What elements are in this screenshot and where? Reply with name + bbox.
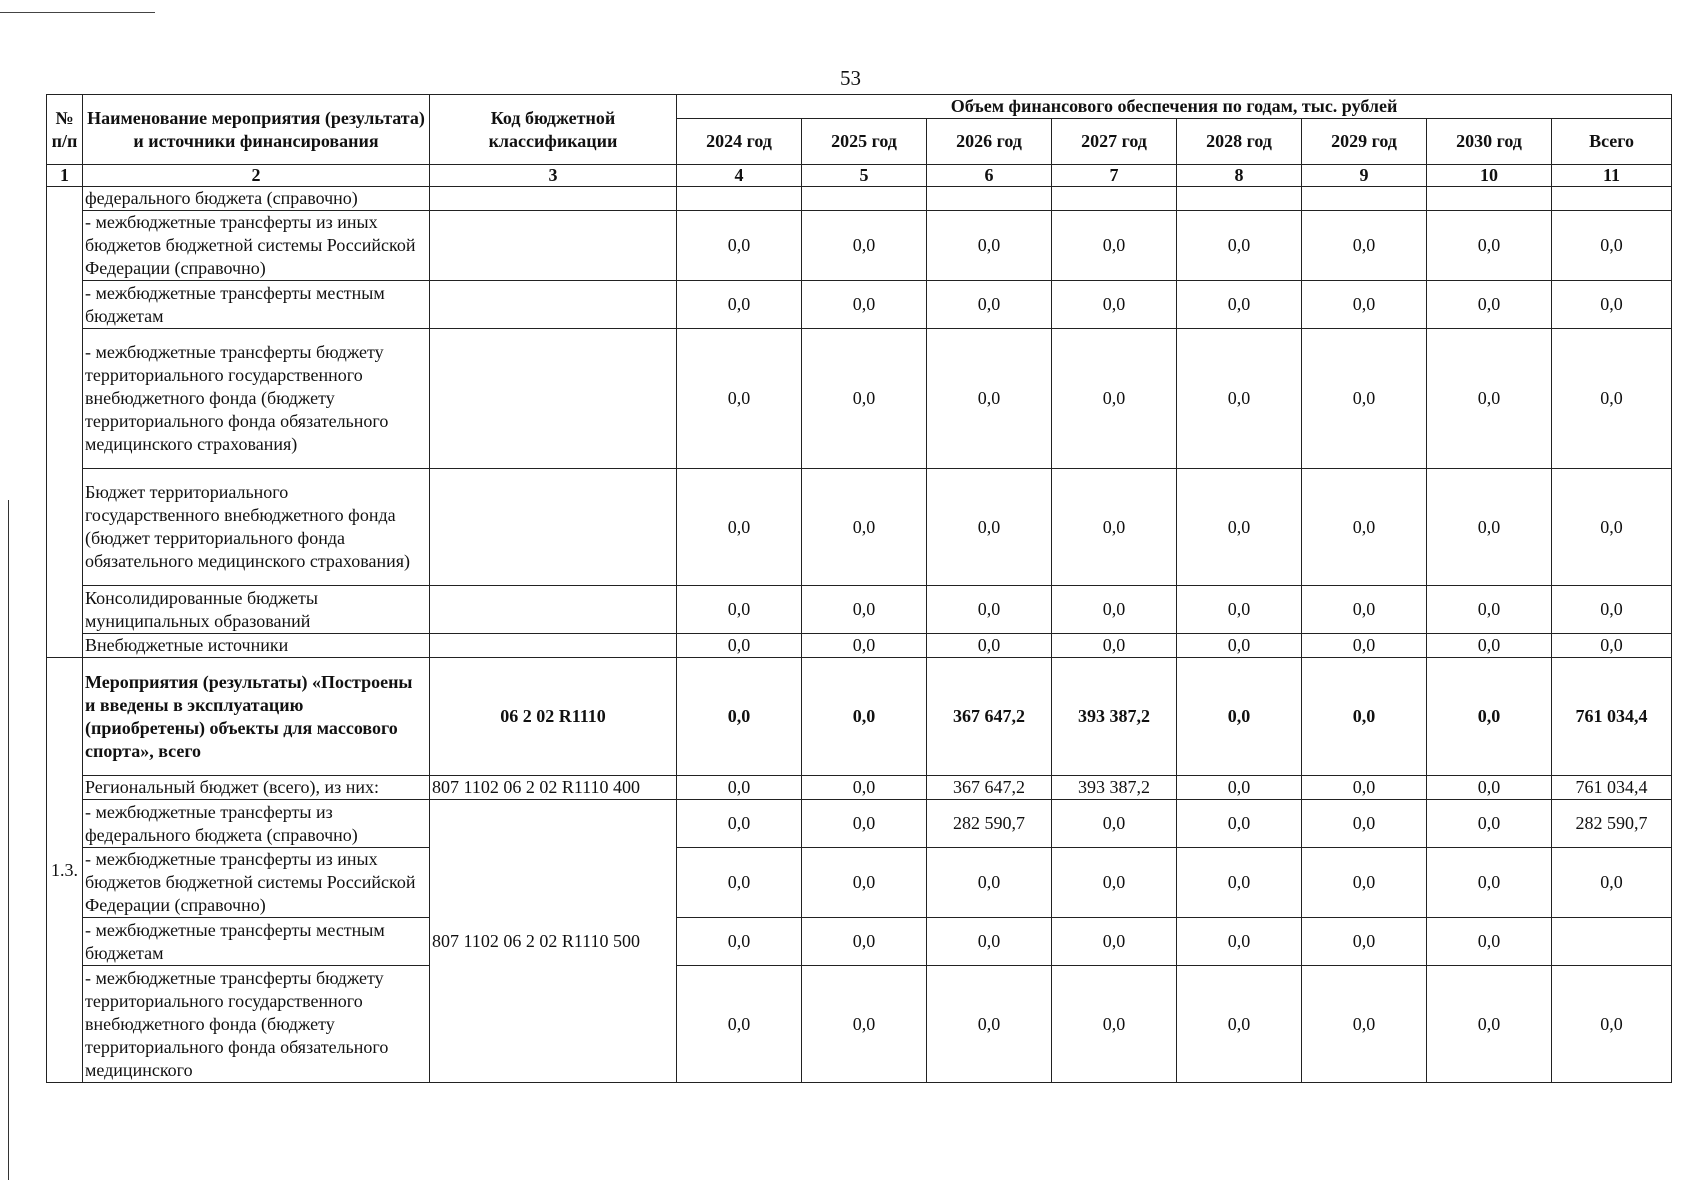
row-index bbox=[47, 187, 83, 658]
column-number: 4 bbox=[677, 165, 802, 187]
row-code: 06 2 02 R1110 bbox=[430, 658, 677, 776]
column-number: 5 bbox=[802, 165, 927, 187]
value-cell: 0,0 bbox=[927, 329, 1052, 469]
value-cell: 0,0 bbox=[802, 329, 927, 469]
value-cell: 0,0 bbox=[1052, 634, 1177, 658]
value-cell: 0,0 bbox=[1177, 776, 1302, 800]
value-cell bbox=[1427, 187, 1552, 211]
row-code bbox=[430, 187, 677, 211]
column-number: 7 bbox=[1052, 165, 1177, 187]
column-number: 9 bbox=[1302, 165, 1427, 187]
value-cell: 0,0 bbox=[802, 918, 927, 966]
value-cell: 393 387,2 bbox=[1052, 658, 1177, 776]
value-cell: 0,0 bbox=[1177, 469, 1302, 586]
value-cell: 367 647,2 bbox=[927, 776, 1052, 800]
value-cell bbox=[802, 187, 927, 211]
column-number: 2 bbox=[83, 165, 430, 187]
page-number: 53 bbox=[840, 66, 861, 90]
column-number: 6 bbox=[927, 165, 1052, 187]
row-code bbox=[430, 211, 677, 281]
table-row bbox=[47, 634, 1672, 658]
value-cell: 0,0 bbox=[927, 848, 1052, 918]
value-cell: 0,0 bbox=[1052, 918, 1177, 966]
value-cell: 0,0 bbox=[1552, 848, 1672, 918]
value-cell: 761 034,4 bbox=[1552, 658, 1672, 776]
value-cell: 0,0 bbox=[1052, 211, 1177, 281]
value-cell: 0,0 bbox=[677, 848, 802, 918]
value-cell: 0,0 bbox=[1427, 800, 1552, 848]
value-cell: 0,0 bbox=[677, 800, 802, 848]
value-cell: 0,0 bbox=[927, 634, 1052, 658]
value-cell: 0,0 bbox=[1177, 634, 1302, 658]
row-code bbox=[430, 281, 677, 329]
value-cell: 0,0 bbox=[1427, 776, 1552, 800]
row-code bbox=[430, 329, 677, 469]
value-cell: 0,0 bbox=[1177, 918, 1302, 966]
value-cell: 0,0 bbox=[1302, 469, 1427, 586]
value-cell: 0,0 bbox=[1052, 281, 1177, 329]
scan-artifact-line bbox=[0, 12, 155, 13]
value-cell: 0,0 bbox=[802, 469, 927, 586]
value-cell: 0,0 bbox=[677, 776, 802, 800]
value-cell: 0,0 bbox=[1177, 848, 1302, 918]
value-cell: 0,0 bbox=[1177, 281, 1302, 329]
value-cell: 0,0 bbox=[1427, 281, 1552, 329]
table-row bbox=[47, 800, 1672, 848]
value-cell: 0,0 bbox=[1302, 658, 1427, 776]
value-cell bbox=[1052, 187, 1177, 211]
value-cell: 0,0 bbox=[1552, 281, 1672, 329]
value-cell: 0,0 bbox=[1427, 211, 1552, 281]
row-code: 807 1102 06 2 02 R1110 400 bbox=[430, 776, 677, 800]
budget-table bbox=[46, 94, 1672, 1083]
value-cell: 0,0 bbox=[1427, 848, 1552, 918]
row-name: Внебюджетные источники bbox=[83, 634, 430, 658]
value-cell: 0,0 bbox=[802, 281, 927, 329]
table-row bbox=[47, 469, 1672, 586]
value-cell: 0,0 bbox=[802, 634, 927, 658]
value-cell: 0,0 bbox=[677, 211, 802, 281]
row-name: - межбюджетные трансферты местным бюджетам bbox=[83, 281, 430, 329]
value-cell bbox=[927, 187, 1052, 211]
column-number: 1 bbox=[47, 165, 83, 187]
header-year: 2026 год bbox=[927, 119, 1052, 165]
value-cell: 393 387,2 bbox=[1052, 776, 1177, 800]
header-num: № п/п bbox=[47, 95, 83, 165]
table-row bbox=[47, 586, 1672, 634]
value-cell: 0,0 bbox=[1302, 586, 1427, 634]
value-cell: 0,0 bbox=[1427, 966, 1552, 1083]
header-year: 2025 год bbox=[802, 119, 927, 165]
row-code bbox=[430, 634, 677, 658]
value-cell: 0,0 bbox=[802, 800, 927, 848]
scan-artifact-margin-line bbox=[8, 500, 9, 1180]
table-row bbox=[47, 918, 1672, 966]
table-row-activity bbox=[47, 658, 1672, 776]
value-cell: 0,0 bbox=[1052, 966, 1177, 1083]
value-cell: 0,0 bbox=[677, 281, 802, 329]
value-cell: 0,0 bbox=[1427, 918, 1552, 966]
table-row bbox=[47, 329, 1672, 469]
value-cell: 0,0 bbox=[802, 658, 927, 776]
value-cell: 0,0 bbox=[1052, 848, 1177, 918]
value-cell bbox=[1177, 187, 1302, 211]
value-cell: 0,0 bbox=[1177, 658, 1302, 776]
value-cell: 0,0 bbox=[927, 281, 1052, 329]
value-cell: 0,0 bbox=[677, 469, 802, 586]
value-cell: 0,0 bbox=[1052, 329, 1177, 469]
value-cell: 367 647,2 bbox=[927, 658, 1052, 776]
value-cell: 0,0 bbox=[1427, 469, 1552, 586]
row-name: - межбюджетные трансферты из федерального бюджета (справочно) bbox=[83, 800, 430, 848]
row-code bbox=[430, 586, 677, 634]
value-cell: 0,0 bbox=[1552, 586, 1672, 634]
value-cell: 0,0 bbox=[1302, 966, 1427, 1083]
header-volume: Объем финансового обеспечения по годам, тыс. рублей bbox=[677, 95, 1672, 119]
value-cell: 0,0 bbox=[802, 211, 927, 281]
value-cell: 0,0 bbox=[1552, 469, 1672, 586]
row-name: Региональный бюджет (всего), из них: bbox=[83, 776, 430, 800]
value-cell: 0,0 bbox=[1302, 329, 1427, 469]
value-cell: 0,0 bbox=[802, 966, 927, 1083]
header-year: 2028 год bbox=[1177, 119, 1302, 165]
value-cell: 0,0 bbox=[1177, 586, 1302, 634]
header-year: 2024 год bbox=[677, 119, 802, 165]
row-name: - межбюджетные трансферты бюджету территориального государственного внебюджетного фонда (бюджету территориального фонда обязательного медицинского bbox=[83, 966, 430, 1083]
row-code bbox=[430, 469, 677, 586]
value-cell bbox=[677, 187, 802, 211]
value-cell: 0,0 bbox=[1427, 658, 1552, 776]
value-cell: 282 590,7 bbox=[927, 800, 1052, 848]
value-cell: 0,0 bbox=[927, 586, 1052, 634]
value-cell: 0,0 bbox=[1177, 800, 1302, 848]
header-name: Наименование мероприятия (результата) и источники финансирования bbox=[83, 95, 430, 165]
row-name: Бюджет территориального государственного внебюджетного фонда (бюджет территориального фонда обязательного медицинского страхования) bbox=[83, 469, 430, 586]
value-cell: 0,0 bbox=[802, 848, 927, 918]
row-name: Консолидированные бюджеты муниципальных образований bbox=[83, 586, 430, 634]
value-cell: 0,0 bbox=[927, 966, 1052, 1083]
value-cell: 0,0 bbox=[1302, 634, 1427, 658]
value-cell: 0,0 bbox=[1177, 211, 1302, 281]
value-cell: 0,0 bbox=[1302, 281, 1427, 329]
value-cell: 0,0 bbox=[1552, 966, 1672, 1083]
table-row bbox=[47, 211, 1672, 281]
value-cell: 0,0 bbox=[1177, 966, 1302, 1083]
value-cell: 0,0 bbox=[1302, 800, 1427, 848]
value-cell bbox=[1552, 187, 1672, 211]
value-cell: 0,0 bbox=[1302, 211, 1427, 281]
value-cell: 0,0 bbox=[1552, 329, 1672, 469]
value-cell: 0,0 bbox=[677, 966, 802, 1083]
column-number: 3 bbox=[430, 165, 677, 187]
header-code: Код бюджетной классификации bbox=[430, 95, 677, 165]
row-name: - межбюджетные трансферты из иных бюджетов бюджетной системы Российской Федерации (справочно) bbox=[83, 848, 430, 918]
table-row bbox=[47, 848, 1672, 918]
value-cell: 0,0 bbox=[1302, 918, 1427, 966]
row-name: - межбюджетные трансферты бюджету территориального государственного внебюджетного фонда (бюджету территориального фонда обязательного медицинского страхования) bbox=[83, 329, 430, 469]
value-cell: 282 590,7 bbox=[1552, 800, 1672, 848]
value-cell: 0,0 bbox=[1302, 776, 1427, 800]
value-cell: 0,0 bbox=[677, 586, 802, 634]
header-year: 2027 год bbox=[1052, 119, 1177, 165]
table-row bbox=[47, 776, 1672, 800]
value-cell: 761 034,4 bbox=[1552, 776, 1672, 800]
row-name: - межбюджетные трансферты из иных бюджетов бюджетной системы Российской Федерации (справочно) bbox=[83, 211, 430, 281]
value-cell: 0,0 bbox=[927, 211, 1052, 281]
column-number: 10 bbox=[1427, 165, 1552, 187]
table-row bbox=[47, 187, 1672, 211]
row-code: 807 1102 06 2 02 R1110 500 bbox=[430, 800, 677, 1083]
value-cell: 0,0 bbox=[1427, 329, 1552, 469]
table-row bbox=[47, 966, 1672, 1083]
value-cell: 0,0 bbox=[1052, 586, 1177, 634]
row-name: Мероприятия (результаты) «Построены и введены в эксплуатацию (приобретены) объекты для массового спорта», всего bbox=[83, 658, 430, 776]
header-year: 2029 год bbox=[1302, 119, 1427, 165]
row-name: - межбюджетные трансферты местным бюджетам bbox=[83, 918, 430, 966]
value-cell: 0,0 bbox=[1552, 211, 1672, 281]
value-cell: 0,0 bbox=[1427, 586, 1552, 634]
value-cell: 0,0 bbox=[1052, 469, 1177, 586]
value-cell: 0,0 bbox=[927, 469, 1052, 586]
value-cell: 0,0 bbox=[927, 918, 1052, 966]
row-name: федерального бюджета (справочно) bbox=[83, 187, 430, 211]
value-cell: 0,0 bbox=[802, 586, 927, 634]
value-cell bbox=[1552, 918, 1672, 966]
header-total: Всего bbox=[1552, 119, 1672, 165]
column-number: 11 bbox=[1552, 165, 1672, 187]
header-year: 2030 год bbox=[1427, 119, 1552, 165]
value-cell: 0,0 bbox=[677, 918, 802, 966]
value-cell: 0,0 bbox=[1552, 634, 1672, 658]
value-cell: 0,0 bbox=[677, 329, 802, 469]
value-cell: 0,0 bbox=[1177, 329, 1302, 469]
value-cell: 0,0 bbox=[1052, 800, 1177, 848]
table-row bbox=[47, 281, 1672, 329]
row-index: 1.3. bbox=[47, 658, 83, 1083]
value-cell: 0,0 bbox=[677, 634, 802, 658]
column-number: 8 bbox=[1177, 165, 1302, 187]
value-cell: 0,0 bbox=[1427, 634, 1552, 658]
value-cell: 0,0 bbox=[802, 776, 927, 800]
value-cell: 0,0 bbox=[1302, 848, 1427, 918]
value-cell bbox=[1302, 187, 1427, 211]
value-cell: 0,0 bbox=[677, 658, 802, 776]
